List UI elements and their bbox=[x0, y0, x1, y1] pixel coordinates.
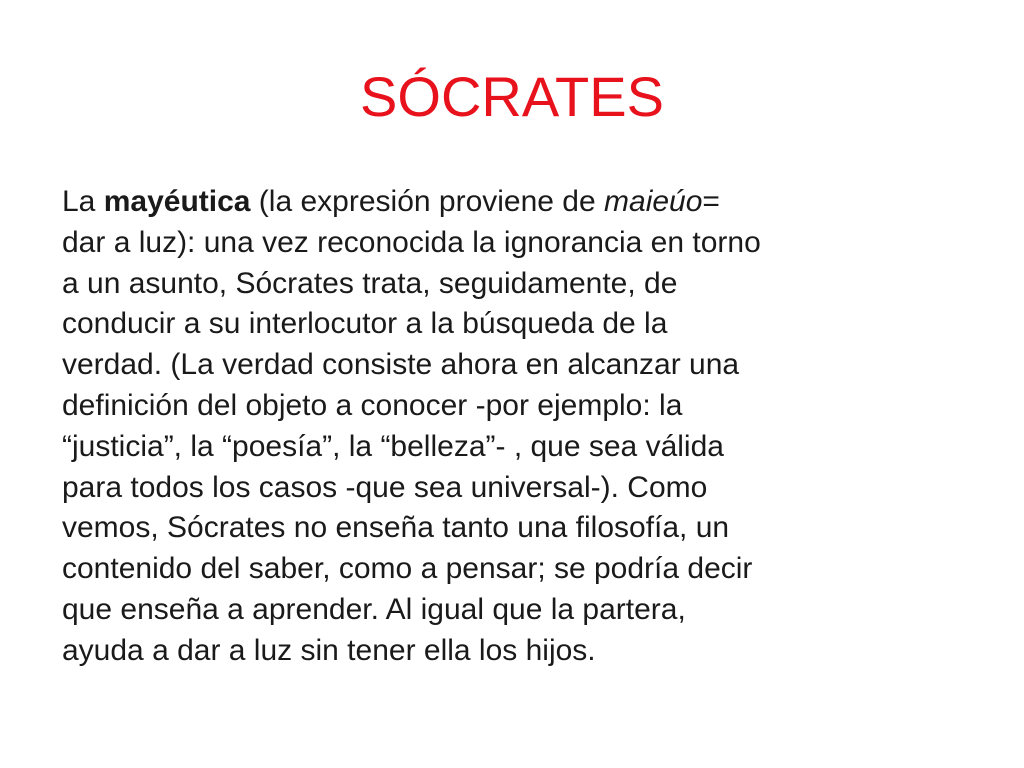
text-line-9: vemos, Sócrates no enseña tanto una filosofía, un bbox=[62, 511, 730, 545]
text-line-12: ayuda a dar a luz sin tener ella los hijos. bbox=[62, 633, 596, 667]
slide-body-text bbox=[62, 182, 962, 672]
term-mayeutica: mayéutica bbox=[103, 185, 251, 218]
text-line-5: verdad. (La verdad consiste ahora en alcanzar una bbox=[62, 348, 740, 382]
text-span: (la expresión proviene de bbox=[250, 185, 605, 218]
text-line-2: dar a luz): una vez reconocida la ignorancia en torno bbox=[62, 225, 761, 259]
text-line-6: definición del objeto a conocer -por ejemplo: la bbox=[62, 388, 683, 422]
text-line-8: para todos los casos -que sea universal-). Como bbox=[62, 470, 708, 504]
slide-title: SÓCRATES bbox=[360, 65, 664, 128]
text-line-11: que enseña a aprender. Al igual que la partera, bbox=[62, 592, 686, 626]
term-maieuo: maieúo bbox=[604, 185, 703, 218]
text-span: = bbox=[702, 185, 720, 218]
text-line-7: “justicia”, la “poesía”, la “belleza”- , que sea válida bbox=[62, 429, 724, 463]
text-span: La bbox=[62, 185, 104, 218]
text-line-10: contenido del saber, como a pensar; se podría decir bbox=[62, 552, 753, 586]
text-line-3: a un asunto, Sócrates trata, seguidamente, de bbox=[62, 266, 678, 300]
text-line-4: conducir a su interlocutor a la búsqueda de la bbox=[62, 307, 668, 341]
text-line-1 bbox=[62, 182, 962, 223]
